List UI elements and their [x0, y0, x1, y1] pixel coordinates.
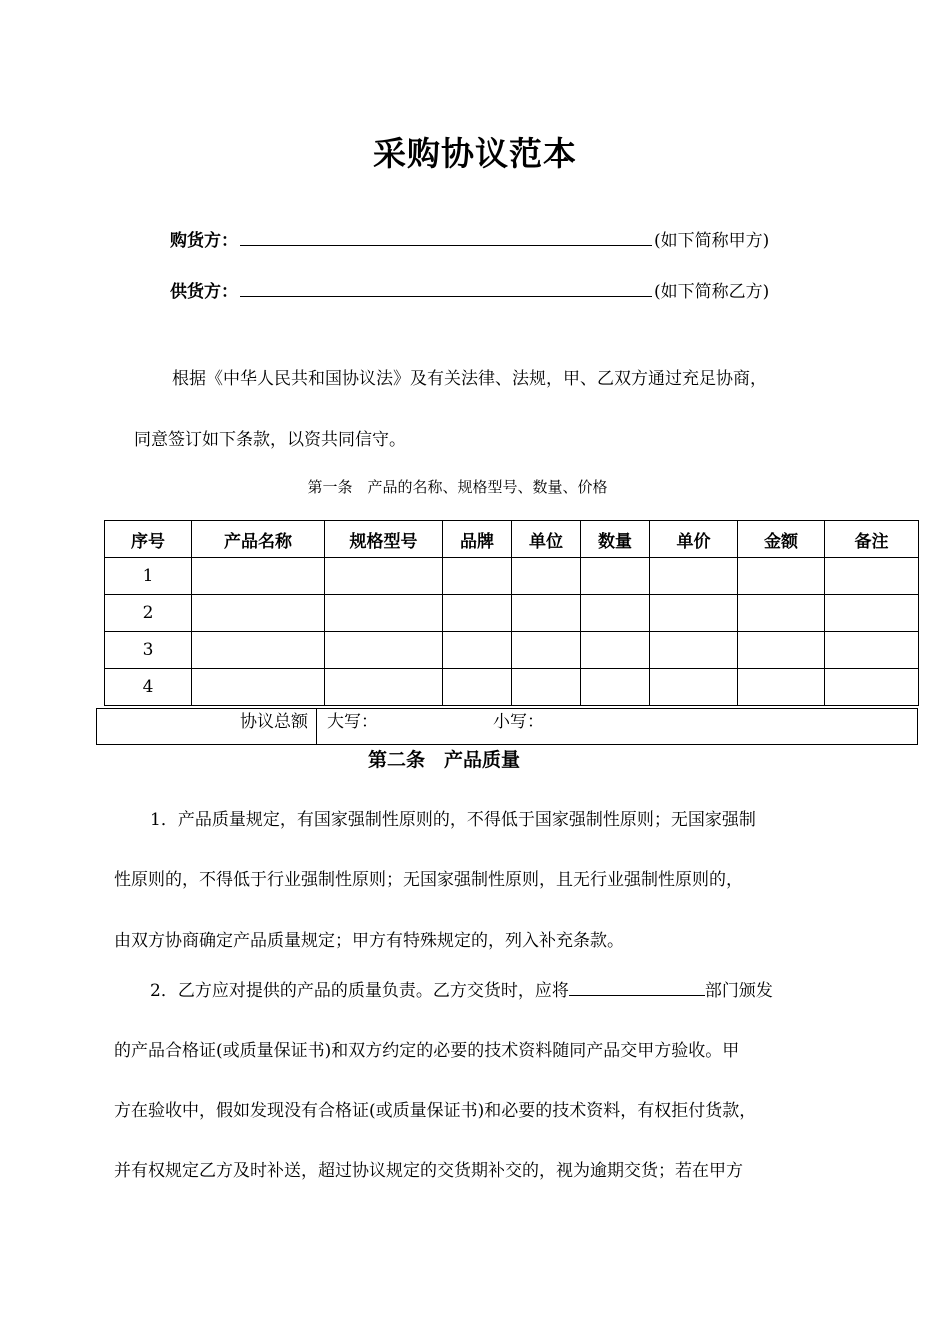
- col-header: 单价: [650, 521, 738, 558]
- seller-note: (如下简称乙方): [654, 282, 770, 302]
- row-number: 4: [105, 669, 192, 706]
- table-cell[interactable]: [443, 595, 512, 632]
- paragraph-line: 并有权规定乙方及时补送，超过协议规定的交货期补交的，视为逾期交货；若在甲方: [114, 1161, 743, 1181]
- paragraph-line: 的产品合格证(或质量保证书)和双方约定的必要的技术资料随同产品交甲方验收。甲: [114, 1041, 740, 1061]
- seller-label: 供货方：: [170, 282, 238, 302]
- table-cell[interactable]: [512, 632, 581, 669]
- amount-in-figures-label: 小写：: [493, 712, 544, 732]
- col-header: 序号: [105, 521, 192, 558]
- table-cell[interactable]: [325, 669, 443, 706]
- table-cell[interactable]: [738, 595, 825, 632]
- paragraph-line: 1．产品质量规定，有国家强制性原则的，不得低于国家强制性原则；无国家强制: [150, 810, 756, 830]
- amount-in-words-label: 大写：: [327, 712, 378, 732]
- table-cell[interactable]: [738, 669, 825, 706]
- table-cell[interactable]: [650, 632, 738, 669]
- total-label: 协议总额: [97, 709, 317, 744]
- table-cell[interactable]: [825, 632, 919, 669]
- table-row: [105, 632, 919, 669]
- table-cell[interactable]: [192, 558, 325, 595]
- col-header: 单位: [512, 521, 581, 558]
- col-header: 备注: [825, 521, 919, 558]
- table-cell[interactable]: [443, 558, 512, 595]
- article-2-heading: 第二条 产品质量: [368, 749, 521, 771]
- article-1-heading: 第一条 产品的名称、规格型号、数量、价格: [307, 478, 608, 496]
- table-cell[interactable]: [738, 558, 825, 595]
- table-cell[interactable]: [825, 669, 919, 706]
- table-cell[interactable]: [325, 558, 443, 595]
- table-cell[interactable]: [512, 669, 581, 706]
- table-cell[interactable]: [192, 595, 325, 632]
- product-table: [104, 520, 919, 706]
- document-title: 采购协议范本: [373, 134, 577, 173]
- paragraph-text: 部门颁发: [704, 981, 773, 1001]
- table-cell[interactable]: [512, 595, 581, 632]
- table-cell[interactable]: [192, 632, 325, 669]
- table-cell[interactable]: [581, 558, 650, 595]
- col-header: 规格型号: [325, 521, 443, 558]
- seller-line: [170, 277, 769, 302]
- buyer-label: 购货方：: [170, 231, 238, 251]
- table-cell[interactable]: [443, 632, 512, 669]
- buyer-line: [170, 226, 769, 251]
- table-cell[interactable]: [443, 669, 512, 706]
- paragraph-line: 性原则的，不得低于行业强制性原则；无国家强制性原则，且无行业强制性原则的，: [114, 870, 743, 890]
- table-cell[interactable]: [738, 632, 825, 669]
- seller-blank: [240, 282, 652, 297]
- department-blank: [569, 981, 705, 996]
- contract-total-row: [96, 708, 918, 745]
- paragraph-line: 方在验收中，假如发现没有合格证(或质量保证书)和必要的技术资料，有权拒付货款，: [114, 1101, 757, 1121]
- intro-line-1: 根据《中华人民共和国协议法》及有关法律、法规，甲、乙双方通过充足协商，: [172, 369, 767, 389]
- intro-line-2: 同意签订如下条款，以资共同信守。: [134, 430, 406, 450]
- table-cell[interactable]: [825, 558, 919, 595]
- table-row: [105, 595, 919, 632]
- table-row: [105, 558, 919, 595]
- paragraph-text: 2．乙方应对提供的产品的质量负责。乙方交货时，应将: [150, 981, 569, 1001]
- row-number: 3: [105, 632, 192, 669]
- row-number: 1: [105, 558, 192, 595]
- col-header: 产品名称: [192, 521, 325, 558]
- buyer-note: (如下简称甲方): [654, 231, 770, 251]
- paragraph-line: [150, 976, 773, 1001]
- table-cell[interactable]: [325, 595, 443, 632]
- table-cell[interactable]: [650, 669, 738, 706]
- table-cell[interactable]: [192, 669, 325, 706]
- table-cell[interactable]: [581, 595, 650, 632]
- table-header-row: [105, 521, 919, 558]
- table-row: [105, 669, 919, 706]
- table-cell[interactable]: [650, 595, 738, 632]
- row-number: 2: [105, 595, 192, 632]
- paragraph-line: 由双方协商确定产品质量规定；甲方有特殊规定的，列入补充条款。: [114, 931, 624, 951]
- col-header: 数量: [581, 521, 650, 558]
- buyer-blank: [240, 231, 652, 246]
- table-cell[interactable]: [325, 632, 443, 669]
- table-cell[interactable]: [581, 632, 650, 669]
- table-cell[interactable]: [825, 595, 919, 632]
- table-cell[interactable]: [581, 669, 650, 706]
- col-header: 品牌: [443, 521, 512, 558]
- table-cell[interactable]: [650, 558, 738, 595]
- table-cell[interactable]: [512, 558, 581, 595]
- col-header: 金额: [738, 521, 825, 558]
